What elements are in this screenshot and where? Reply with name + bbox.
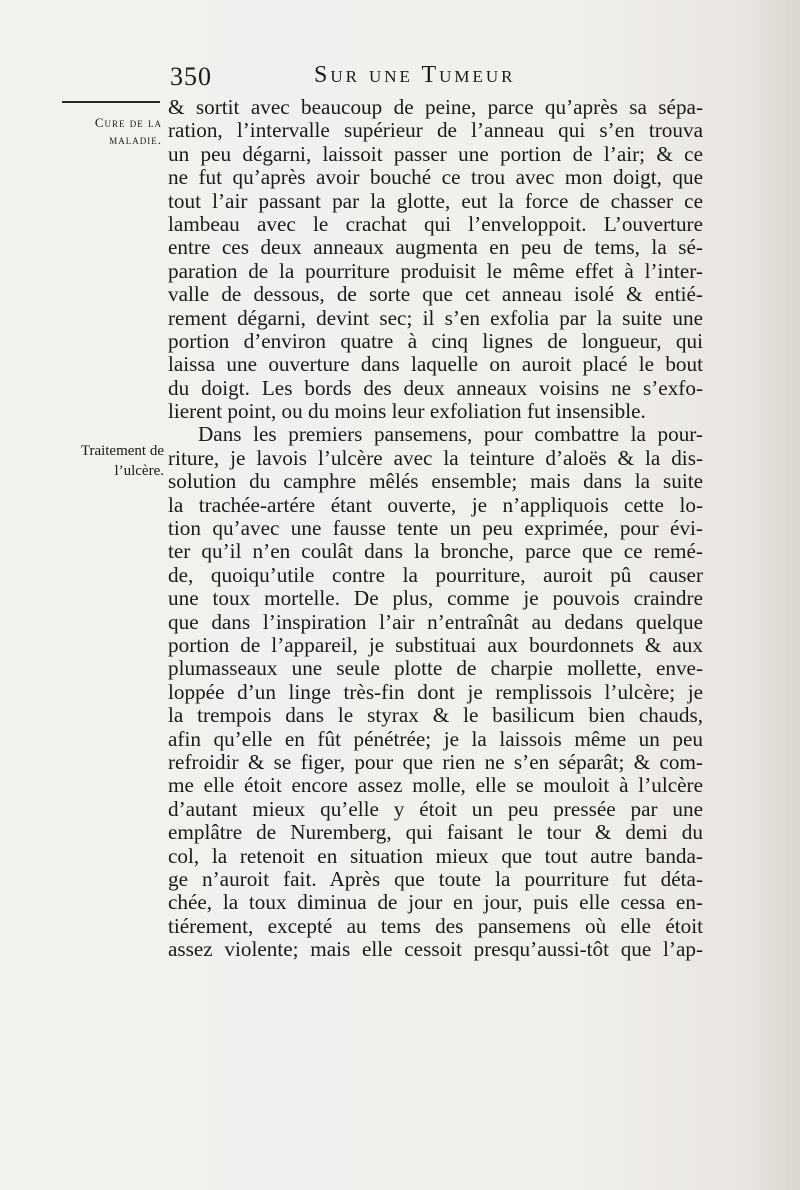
text-line: plumasseaux une seule plotte de charpie mollette, enve- [168, 656, 703, 681]
text-line: afin qu’elle en fût pénétrée; je la laissois même un peu [168, 726, 703, 751]
text-line: me elle étoit encore assez molle, elle se mouloit à l’ulcère [168, 773, 703, 798]
text-line: ge n’auroit fait. Après que toute la pourriture fut déta- [168, 866, 703, 891]
text-line: tout l’air passant par la glotte, eut la force de chasser ce [168, 188, 703, 213]
text-line: Dans les premiers pansemens, pour combattre la pour- [198, 422, 703, 447]
running-title: Sur une Tumeur [314, 62, 516, 88]
marginal-rule [62, 101, 160, 103]
text-line: portion d’environ quatre à cinq lignes de longueur, qui [168, 328, 703, 353]
text-line: une toux mortelle. De plus, comme je pouvois craindre [168, 586, 703, 611]
text-line: rement dégarni, devint sec; il s’en exfolia par la suite une [168, 305, 703, 330]
text-line: de, quoiqu’utile contre la pourriture, auroit pû causer [168, 562, 703, 587]
text-line: paration de la pourriture produisit le même effet à l’inter- [168, 258, 703, 283]
margin-note-traitement: Traitement de l’ulcère. [80, 443, 164, 479]
text-line: la trempois dans le styrax & le basilicum bien chauds, [168, 703, 703, 728]
page-number: 350 [170, 62, 212, 91]
text-line: refroidir & se figer, pour que rien ne s’en séparât; & com- [168, 749, 703, 774]
text-line: valle de dessous, de sorte que cet anneau isolé & entié- [168, 282, 703, 307]
page-header [168, 58, 708, 92]
text-line: loppée d’un linge très-fin dont je remplissois l’ulcère; je [168, 679, 703, 704]
text-line: lierent point, ou du moins leur exfoliation fut insensible. [168, 399, 646, 424]
text-line: un peu dégarni, laissoit passer une portion de l’air; & ce [168, 141, 703, 166]
text-line: du doigt. Les bords des deux anneaux voisins ne s’exfo- [168, 375, 703, 400]
text-line: la trachée-artére étant ouverte, je n’appliquois cette lo- [168, 492, 703, 517]
text-line: & sortit avec beaucoup de peine, parce qu’après sa sépa- [168, 95, 703, 119]
body-text [168, 96, 703, 961]
margin-note-cure: Cure de la maladie. [94, 115, 162, 147]
text-line: ration, l’intervalle supérieur de l’anneau qui s’en trouva [168, 118, 703, 143]
text-line: ne fut qu’après avoir bouché ce trou avec mon doigt, que [168, 165, 703, 190]
text-line: laissa une ouverture dans laquelle on auroit placé le bout [168, 352, 703, 377]
text-line: riture, je lavois l’ulcère avec la teinture d’aloës & la dis- [168, 445, 703, 470]
text-line: tion qu’avec une fausse tente un peu exprimée, pour évi- [168, 516, 703, 541]
text-line: solution du camphre mêlés ensemble; mais dans la suite [168, 469, 703, 494]
text-line: d’autant mieux qu’elle y étoit un peu pressée par une [168, 796, 703, 821]
text-line: tiérement, excepté au tems des pansemens où elle étoit [168, 913, 703, 938]
text-line: chée, la toux diminua de jour en jour, puis elle cessa en- [168, 890, 703, 915]
text-line: emplâtre de Nuremberg, qui faisant le tour & demi du [168, 820, 703, 845]
text-line: que dans l’inspiration l’air n’entraînât au dedans quelque [168, 609, 703, 634]
text-line: assez violente; mais elle cessoit presqu’aussi-tôt que l’ap- [168, 937, 703, 962]
text-line: entre ces deux anneaux augmenta en peu de tems, la sé- [168, 235, 703, 260]
text-line: portion de l’appareil, je substituai aux bourdonnets & aux [168, 632, 703, 657]
text-line: lambeau avec le crachat qui l’enveloppoit. L’ouverture [168, 211, 703, 236]
text-line: col, la retenoit en situation mieux que tout autre banda- [168, 843, 703, 868]
text-line: ter qu’il n’en coulât dans la bronche, parce que ce remé- [168, 539, 703, 564]
